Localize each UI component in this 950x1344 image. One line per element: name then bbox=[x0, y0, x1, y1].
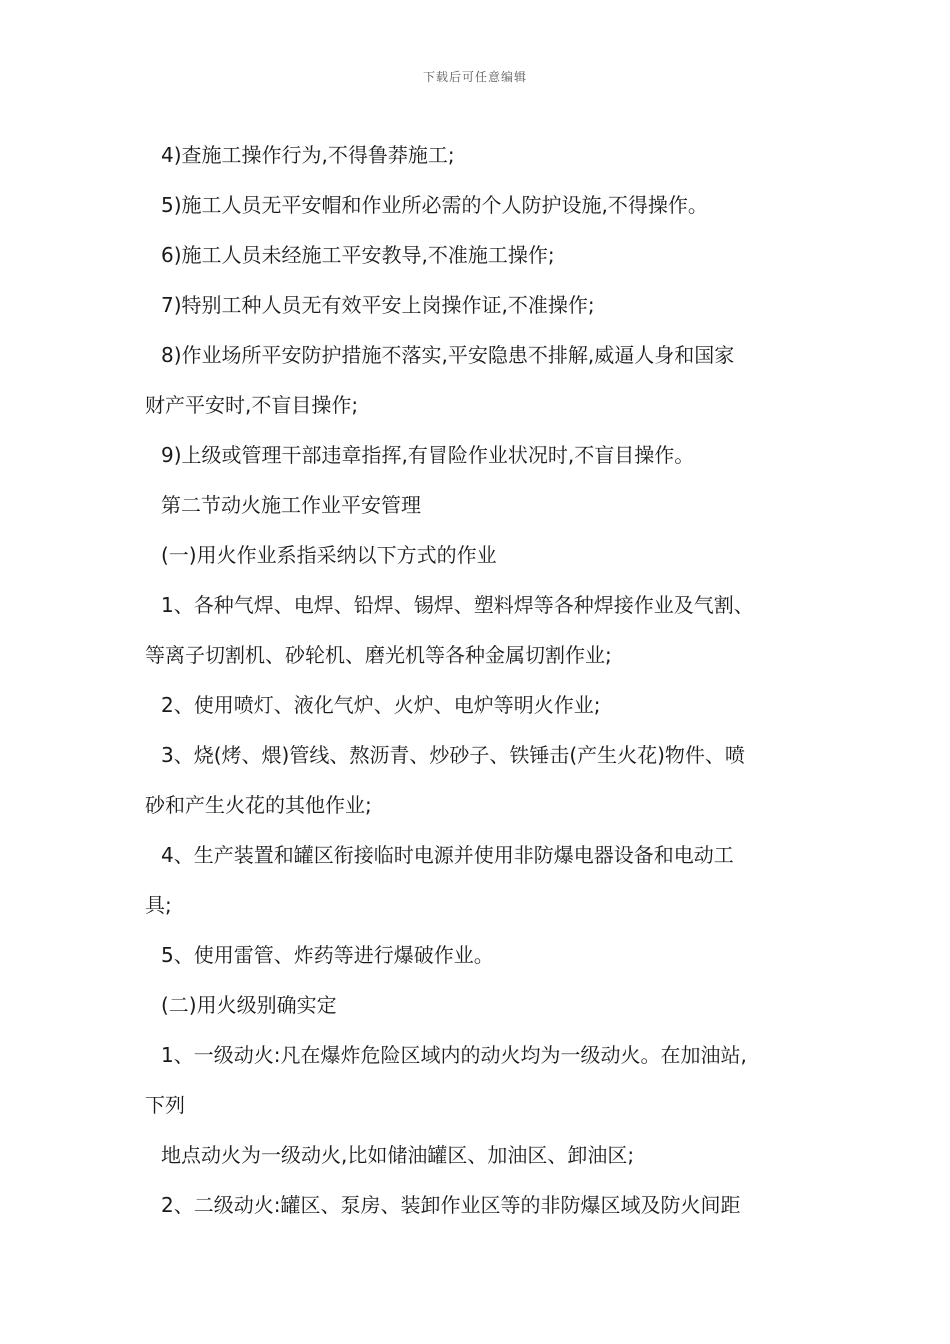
paragraph-line: 6)施工人员未经施工平安教导,不准施工操作; bbox=[161, 243, 555, 267]
download-note: 下载后可任意编辑 bbox=[422, 70, 527, 84]
paragraph-line: 2、使用喷灯、液化气炉、火炉、电炉等明火作业; bbox=[161, 693, 601, 717]
paragraph-line: (二)用火级别确实定 bbox=[161, 993, 337, 1017]
paragraph-line: 7)特别工种人员无有效平安上岗操作证,不准操作; bbox=[161, 293, 595, 317]
paragraph-line: 1、各种气焊、电焊、铅焊、锡焊、塑料焊等各种焊接作业及气割、 bbox=[161, 593, 754, 617]
paragraph-line: 1、一级动火:凡在爆炸危险区域内的动火均为一级动火。在加油站, bbox=[161, 1043, 747, 1067]
paragraph-line: 4、生产装置和罐区衔接临时电源并使用非防爆电器设备和电动工 bbox=[161, 843, 734, 867]
paragraph-line: (一)用火作业系指采纳以下方式的作业 bbox=[161, 543, 497, 567]
paragraph-line: 2、二级动火:罐区、泵房、装卸作业区等的非防爆区域及防火间距 bbox=[161, 1193, 741, 1217]
paragraph-line: 4)查施工操作行为,不得鲁莽施工; bbox=[161, 143, 455, 167]
paragraph-line: 第二节动火施工作业平安管理 bbox=[161, 493, 421, 517]
paragraph-line: 下列 bbox=[145, 1093, 185, 1117]
paragraph-line: 等离子切割机、砂轮机、磨光机等各种金属切割作业; bbox=[145, 643, 612, 667]
paragraph-line: 地点动火为一级动火,比如储油罐区、加油区、卸油区; bbox=[161, 1143, 635, 1167]
paragraph-line: 具; bbox=[145, 893, 172, 917]
paragraph-line: 5、使用雷管、炸药等进行爆破作业。 bbox=[161, 943, 494, 967]
paragraph-line: 8)作业场所平安防护措施不落实,平安隐患不排解,威逼人身和国家 bbox=[161, 343, 735, 367]
paragraph-line: 9)上级或管理干部违章指挥,有冒险作业状况时,不盲目操作。 bbox=[161, 443, 695, 467]
paragraph-line: 5)施工人员无平安帽和作业所必需的个人防护设施,不得操作。 bbox=[161, 193, 708, 217]
paragraph-line: 砂和产生火花的其他作业; bbox=[145, 793, 372, 817]
document-body bbox=[145, 130, 817, 1230]
paragraph-line: 财产平安时,不盲目操作; bbox=[145, 393, 359, 417]
paragraph-line: 3、烧(烤、煨)管线、熬沥青、炒砂子、铁锤击(产生火花)物件、喷 bbox=[161, 743, 745, 767]
